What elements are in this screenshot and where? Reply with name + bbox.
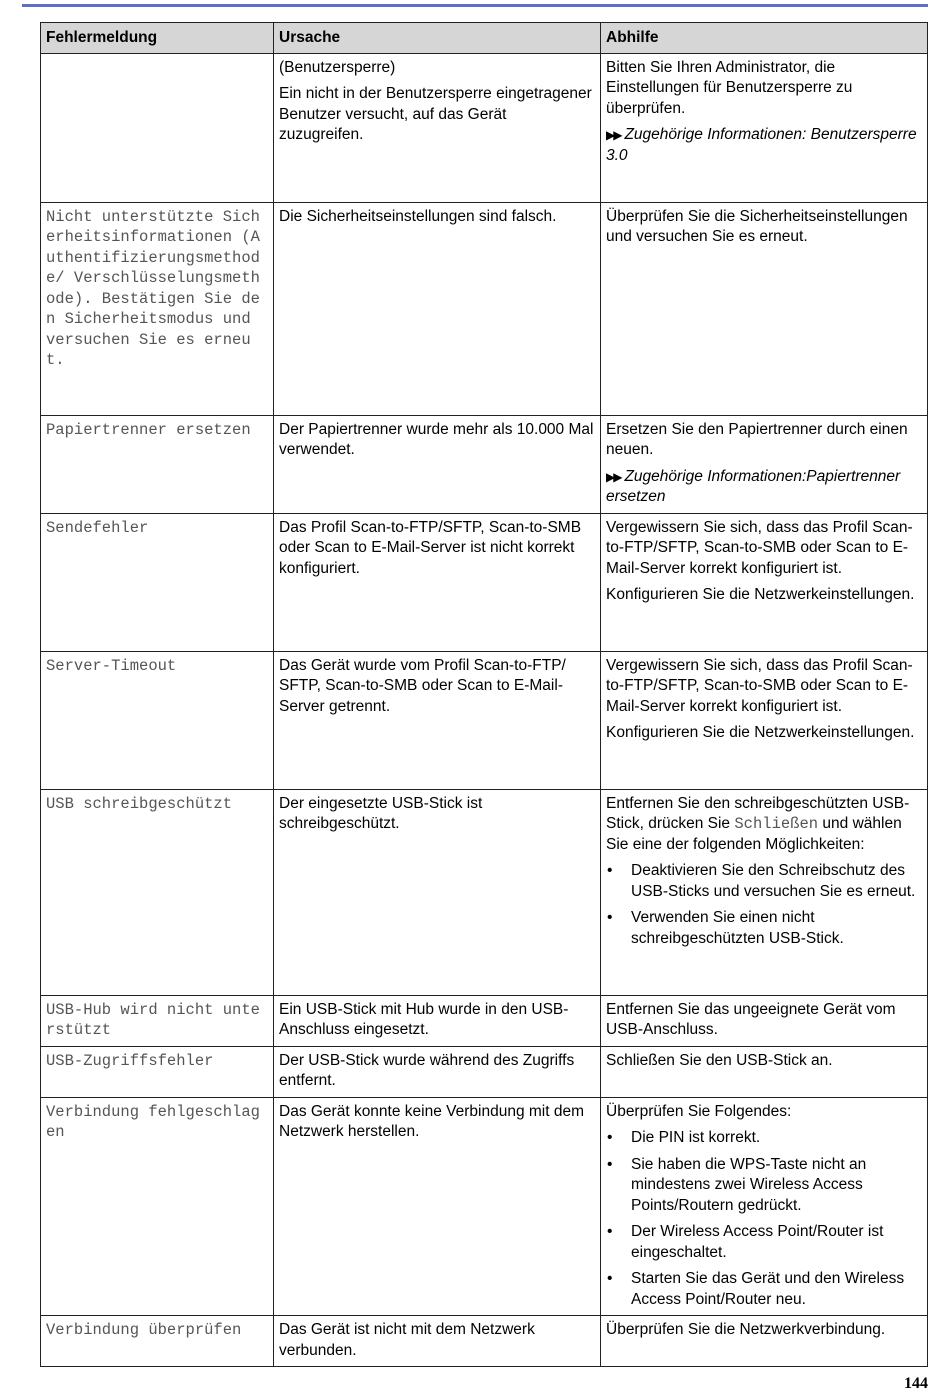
error-remedy xyxy=(601,995,928,1046)
top-rule xyxy=(22,4,928,7)
close-key-label: Schließen xyxy=(734,815,819,833)
table-row xyxy=(41,1046,928,1097)
cause-text: Der Papiertrenner wurde mehr als 10.000 Mal verwendet. xyxy=(279,420,594,458)
error-message: Papiertrenner ersetzen xyxy=(41,415,274,513)
remedy-intro xyxy=(606,794,922,856)
error-cause xyxy=(274,53,601,202)
remedy-bullet-list xyxy=(606,861,922,949)
remedy-text: Entfernen Sie das ungeeignete Gerät vom USB-Anschluss. xyxy=(606,1000,896,1038)
error-message: Server-Timeout xyxy=(41,651,274,789)
related-info-link[interactable]: Papiertrenner ersetzen xyxy=(606,467,901,505)
table-row xyxy=(41,651,928,789)
list-item: • Sie haben die WPS-Taste nicht an mindestens zwei Wireless Access Points/Routern gedrückt. xyxy=(606,1155,922,1217)
cause-text: Ein USB-Stick mit Hub wurde in den USB-Anschluss eingesetzt. xyxy=(279,1000,569,1038)
table-header-row xyxy=(41,23,928,54)
table-row xyxy=(41,53,928,202)
error-cause xyxy=(274,1097,601,1316)
cause-text: Die Sicherheitseinstellungen sind falsch. xyxy=(279,207,557,225)
table-row xyxy=(41,202,928,415)
double-arrow-icon: ▶▶ xyxy=(606,128,621,142)
table-row xyxy=(41,1316,928,1367)
cause-text: Ein nicht in der Benutzersperre eingetragener Benutzer versucht, auf das Gerät zuzugreifen. xyxy=(279,85,592,143)
cause-text: Das Gerät wurde vom Profil Scan-to-FTP/ SFTP, Scan-to-SMB oder Scan to E-Mail-Server getrennt. xyxy=(279,656,566,715)
table-row xyxy=(41,513,928,651)
error-cause xyxy=(274,995,601,1046)
error-message xyxy=(41,53,274,202)
error-cause xyxy=(274,513,601,651)
list-item: • Verwenden Sie einen nicht schreibgeschützten USB-Stick. xyxy=(606,908,922,949)
remedy-text: Vergewissern Sie sich, dass das Profil Scan-to-FTP/SFTP, Scan-to-SMB oder Scan to E-Mail-Server korrekt konfiguriert ist. xyxy=(606,656,913,715)
header-cause: Ursache xyxy=(274,23,601,54)
list-item: • Deaktivieren Sie den Schreibschutz des USB-Sticks und versuchen Sie es erneut. xyxy=(606,861,922,902)
remedy-text: Schließen Sie den USB-Stick an. xyxy=(606,1051,833,1069)
cause-text: (Benutzersperre) xyxy=(279,58,396,76)
error-message: Verbindung überprüfen xyxy=(41,1316,274,1367)
error-remedy xyxy=(601,1046,928,1097)
error-message: Nicht unterstützte Sicherheitsinformationen (Authentifizierungsmethode/ Verschlüsselungsmethode). Bestätigen Sie den Sicherheitsmodus und versuchen Sie es erneut. xyxy=(41,202,274,415)
remedy-text: Überprüfen Sie die Netzwerkverbindung. xyxy=(606,1321,886,1338)
error-message: USB schreibgeschützt xyxy=(41,789,274,995)
table-row xyxy=(41,415,928,513)
cause-text: Das Profil Scan-to-FTP/SFTP, Scan-to-SMB oder Scan to E-Mail-Server ist nicht korrekt konfiguriert. xyxy=(279,518,582,577)
error-cause xyxy=(274,789,601,995)
list-item: • Die PIN ist korrekt. xyxy=(606,1128,922,1149)
cause-text: Das Gerät konnte keine Verbindung mit dem Netzwerk herstellen. xyxy=(279,1102,585,1140)
page-number: 144 xyxy=(904,1375,928,1392)
remedy-bullet-list xyxy=(606,1128,922,1310)
remedy-text: Ersetzen Sie den Papiertrenner durch einen neuen. xyxy=(606,420,908,458)
header-error-message: Fehlermeldung xyxy=(41,23,274,54)
error-message: USB-Zugriffsfehler xyxy=(41,1046,274,1097)
error-remedy xyxy=(601,789,928,995)
header-remedy: Abhilfe xyxy=(601,23,928,54)
table-row xyxy=(41,1097,928,1316)
error-remedy xyxy=(601,1316,928,1367)
double-arrow-icon: ▶▶ xyxy=(606,469,621,484)
related-info: ▶▶ Zugehörige Informationen:Papiertrenner ersetzen xyxy=(606,467,901,505)
error-remedy xyxy=(601,202,928,415)
error-message: Verbindung fehlgeschlagen xyxy=(41,1097,274,1316)
remedy-intro-after: und wählen Sie eine der folgenden Möglichkeiten: xyxy=(606,815,902,853)
error-message: Sendefehler xyxy=(41,513,274,651)
remedy-text: Konfigurieren Sie die Netzwerkeinstellungen. xyxy=(606,724,915,741)
related-info: ▶▶ Zugehörige Informationen: Benutzersperre 3.0 xyxy=(606,126,917,164)
error-remedy xyxy=(601,1097,928,1316)
error-cause xyxy=(274,1046,601,1097)
error-cause xyxy=(274,415,601,513)
list-item: • Starten Sie das Gerät und den Wireless Access Point/Router neu. xyxy=(606,1269,922,1310)
error-remedy xyxy=(601,513,928,651)
cause-text: Das Gerät ist nicht mit dem Netzwerk verbunden. xyxy=(279,1321,535,1359)
error-message: USB-Hub wird nicht unterstützt xyxy=(41,995,274,1046)
remedy-text: Konfigurieren Sie die Netzwerkeinstellungen. xyxy=(606,586,915,603)
remedy-intro-before: Entfernen Sie den schreibgeschützten USB-Stick, drücken Sie xyxy=(606,794,910,832)
remedy-text: Vergewissern Sie sich, dass das Profil Scan-to-FTP/SFTP, Scan-to-SMB oder Scan to E-Mail-Server korrekt konfiguriert ist. xyxy=(606,518,913,577)
remedy-text: Bitten Sie Ihren Administrator, die Einstellungen für Benutzersperre zu überprüfen. xyxy=(606,58,853,117)
error-remedy xyxy=(601,53,928,202)
table-row xyxy=(41,995,928,1046)
table-row xyxy=(41,789,928,995)
error-cause xyxy=(274,651,601,789)
error-table xyxy=(40,22,928,1367)
list-item: • Der Wireless Access Point/Router ist eingeschaltet. xyxy=(606,1222,922,1263)
error-remedy xyxy=(601,415,928,513)
error-cause xyxy=(274,202,601,415)
remedy-text: Überprüfen Sie Folgendes: xyxy=(606,1102,792,1120)
cause-text: Der USB-Stick wurde während des Zugriffs entfernt. xyxy=(279,1051,575,1089)
error-remedy xyxy=(601,651,928,789)
related-info-prefix: Zugehörige Informationen xyxy=(624,126,802,143)
remedy-text: Überprüfen Sie die Sicherheitseinstellungen und versuchen Sie es erneut. xyxy=(606,207,908,245)
error-cause xyxy=(274,1316,601,1367)
related-info-prefix: Zugehörige Informationen xyxy=(624,467,802,485)
related-info-link[interactable]: Benutzersperre 3.0 xyxy=(606,126,917,164)
cause-text: Der eingesetzte USB-Stick ist schreibgeschützt. xyxy=(279,794,483,832)
